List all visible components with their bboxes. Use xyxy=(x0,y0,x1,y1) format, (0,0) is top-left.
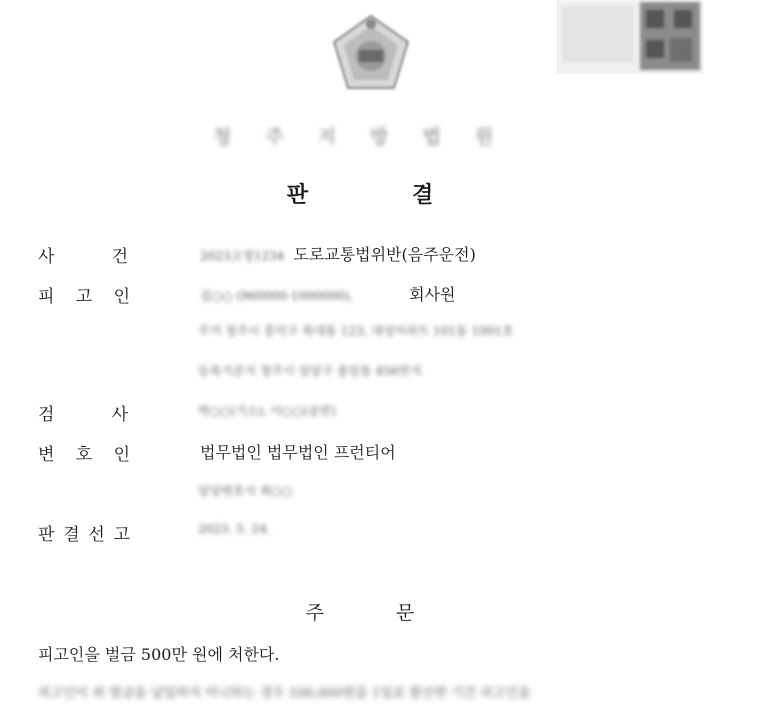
defendant-address: 주거 청주시 흥덕구 복대동 123, 대성아파트 101동 1001호 xyxy=(198,324,514,338)
main-order-title: 주 문 xyxy=(305,602,415,624)
defendant-id: 김○○ (960000-1000000), xyxy=(200,289,353,303)
sentence-text: 피고인을 벌금 500만 원에 처한다. xyxy=(38,645,280,664)
counsel-label: 변 호 인 xyxy=(38,445,130,465)
counsel-attorney: 담당변호사 최○○ xyxy=(198,484,293,498)
case-number: 2023고정1234 xyxy=(200,249,285,263)
defendant-value xyxy=(200,282,455,305)
sentence-continuation: 피고인이 위 벌금을 납입하지 아니하는 경우 100,000원을 1일로 환산한 기간 피고인을 xyxy=(38,686,531,701)
title-char: 결 xyxy=(412,182,434,208)
verdict-date-value: 2023. 5. 24. xyxy=(198,522,271,536)
court-name: 청 주 지 방 법 원 xyxy=(212,126,508,148)
qr-code-icon xyxy=(556,0,704,74)
counsel-value: 법무법인 법무법인 프런티어 xyxy=(200,443,396,462)
case-label: 사 건 xyxy=(38,247,128,267)
court-emblem-icon xyxy=(330,12,412,92)
defendant-register: 등록기준지 청주시 상당구 용암동 456번지 xyxy=(198,364,422,378)
document-title xyxy=(0,178,720,209)
verdict-date-label: 판 결 선 고 xyxy=(38,525,130,545)
defendant-occupation: 회사원 xyxy=(409,285,456,304)
prosecutor-label: 검 사 xyxy=(38,405,128,425)
title-char: 판 xyxy=(286,182,308,208)
prosecutor-value: 박○○(기소), 이○○(공판) xyxy=(198,404,336,418)
defendant-label: 피 고 인 xyxy=(38,287,130,307)
case-name: 도로교통법위반(음주운전) xyxy=(293,245,476,264)
case-value xyxy=(200,242,476,265)
